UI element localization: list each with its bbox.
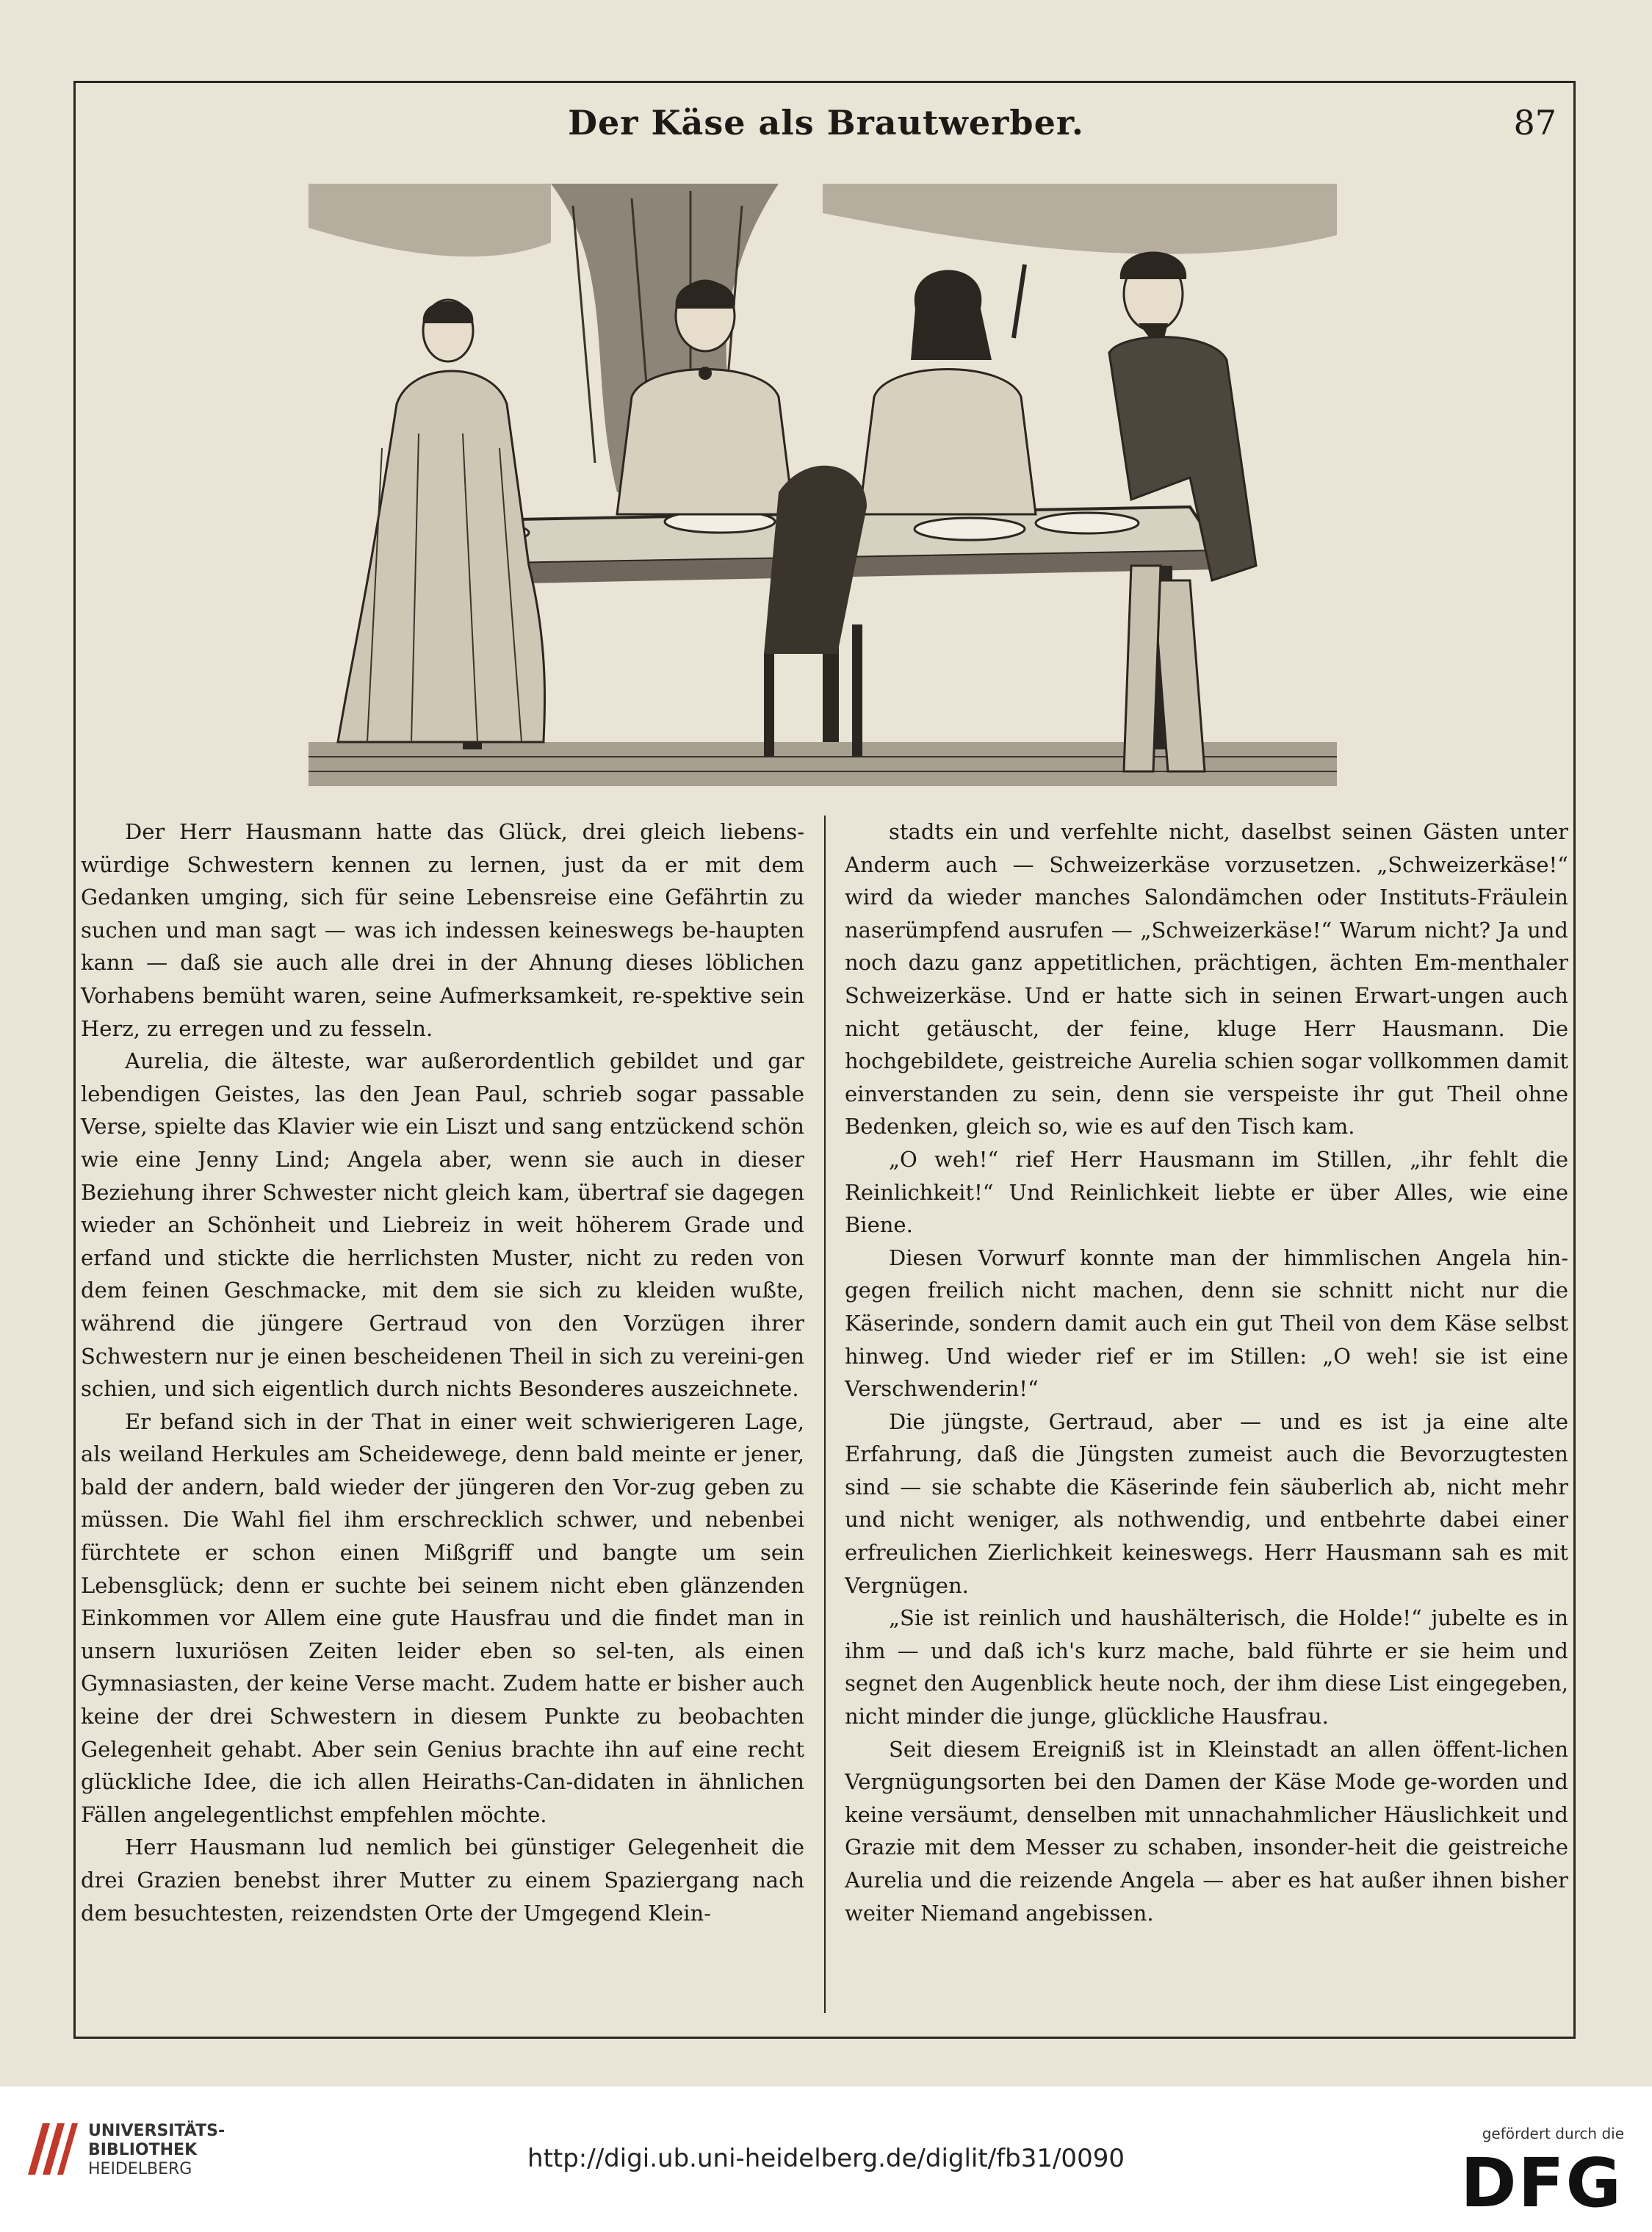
- paragraph: Diesen Vorwurf konnte man der himmlischen Angela hin-gegen freilich nicht machen, denn sie schnitt nicht nur die Käserinde, sondern damit auch ein gut Theil von dem Käse selbst hinweg. Und wieder rief er im Stillen: „O weh! sie ist eine Verschwenderin!“: [845, 1245, 1568, 1402]
- digitization-footer: [0, 2087, 1652, 2232]
- paragraph: Aurelia, die älteste, war außerordentlich gebildet und gar lebendigen Geistes, las den Jean Paul, schrieb sogar passable Verse, spielte das Klavier wie ein Liszt und sang entzückend schön wie eine Jenny Lind; Angela aber, wenn sie auch in dieser Beziehung ihrer Schwester nicht gleich kam, übertraf sie dagegen wieder an Schönheit und Liebreiz in weit höherem Grade und erfand und stickte die herrlichsten Muster, nicht zu reden von dem feinen Geschmacke, mit dem sie sich zu kleiden wußte, während die jüngere Gertraud von den Vorzügen ihrer Schwestern nur je einen bescheidenen Theil in sich zu vereini-gen schien, und sich eigentlich durch nichts Besonderes auszeichnete.: [81, 1048, 804, 1402]
- paragraph: Die jüngste, Gertraud, aber — und es ist ja eine alte Erfahrung, daß die Jüngsten zumeist auch die Bevorzugtesten sind — sie schabte die Käserinde fein säuberlich ab, nicht mehr und nicht weniger, als nothwendig, und entbehrte dabei einer erfreulichen Zierlichkeit keineswegs. Herr Hausmann sah es mit Vergnügen.: [845, 1408, 1568, 1598]
- plate: [915, 518, 1025, 540]
- university-line-1: UNIVERSITÄTS-: [88, 2122, 226, 2140]
- paragraph: Er befand sich in der That in einer weit schwierigeren Lage, als weiland Herkules am Scheidewege, denn bald meinte er jener, bald der andern, bald wieder der jüngeren den Vor-zug geben zu müssen. Die Wahl fiel ihm erschrecklich schwer, und nebenbei fürchtete er schon einen Mißgriff und bangte um sein Lebensglück; denn er suchte bei seinem nicht eben glänzenden Einkommen vor Allem eine gute Hausfrau und die findet man in unsern luxuriösen Zeiten leider eben so sel-ten, als einen Gymnasiasten, der keine Verse macht. Zudem hatte er bisher auch keine der drei Schwestern in diesem Punkte zu beobachten Gelegenheit gehabt. Aber sein Genius brachte ihn auf eine recht glückliche Idee, die ich allen Heiraths-Can-didaten in ähnlichen Fällen angelegentlichst empfehlen möchte.: [81, 1408, 804, 1827]
- university-line-3: HEIDELBERG: [88, 2160, 192, 2178]
- dinner-scene-image: [309, 184, 1337, 801]
- paragraph: „Sie ist reinlich und haushälterisch, die Holde!“ jubelte es in ihm — und daß ich's kurz mache, bald führte er sie heim und segnet den Augenblick heute noch, der ihm diese List eingegeben, nicht minder die junge, glückliche Hausfrau.: [845, 1605, 1568, 1729]
- paragraph: „O weh!“ rief Herr Hausmann im Stillen, „ihr fehlt die Reinlichkeit!“ Und Reinlichkeit liebte er über Alles, wie eine Biene.: [845, 1146, 1568, 1238]
- dfg-logo[interactable]: DFG: [1460, 2144, 1623, 2222]
- text-column-left: [81, 816, 804, 1929]
- text-column-right: [845, 816, 1568, 1929]
- paragraph: stadts ein und verfehlte nicht, daselbst seinen Gästen unter Anderm auch — Schweizerkäse vorzusetzen. „Schweizerkäse!“ wird da wieder manches Salondämchen oder Instituts-Fräulein naserümpfend ausrufen — „Schweizerkäse!“ Warum nicht? Ja und noch dazu ganz appetitlichen, prächtigen, ächten Em-menthaler Schweizerkäse. Und er hatte sich in seinen Erwart-ungen auch nicht getäuscht, der feine, kluge Herr Hausmann. Die hochgebildete, geistreiche Aurelia schien sogar vollkommen damit einverstanden zu sein, denn sie verspeiste ihr gut Theil ohne Bedenken, gleich so, wie es auf den Tisch kam.: [845, 819, 1568, 1140]
- funded-by-label: gefördert durch die: [1482, 2125, 1624, 2142]
- page-title: Der Käse als Brautwerber.: [568, 103, 1084, 143]
- woman-figure-aurelia: [338, 300, 545, 742]
- paragraph: Der Herr Hausmann hatte das Glück, drei gleich liebens-würdige Schwestern kennen zu lernen, just da er mit dem Gedanken umging, sich für seine Lebensreise eine Gefährtin zu suchen und man sagt — was ich indessen keineswegs be-haupten kann — daß sie auch alle drei in der Ahnung dieses löblichen Vorhabens bemüht waren, seine Aufmerksamkeit, re-spektive sein Herz, zu erregen und zu fesseln.: [81, 819, 804, 1041]
- engraving-illustration: [309, 184, 1337, 801]
- paragraph: Herr Hausmann lud nemlich bei günstiger Gelegenheit die drei Grazien benebst ihrer Mutter zu einem Spaziergang nach dem besuchtesten, reizendsten Orte der Umgegend Klein-: [81, 1835, 804, 1926]
- column-divider: [824, 816, 826, 2013]
- paragraph: Seit diesem Ereigniß ist in Kleinstadt an allen öffent-lichen Vergnügungsorten bei den Damen der Käse Mode ge-worden und keine versäumt, denselben mit unnachahmlicher Häuslichkeit und Grazie mit dem Messer zu schaben, insonder-heit die geistreiche Aurelia und die reizende Angela — aber es hat außer ihnen bisher weiter Niemand angebissen.: [845, 1736, 1568, 1926]
- coat-on-chair: [764, 466, 867, 654]
- plate: [1036, 513, 1139, 533]
- permalink-url[interactable]: http://digi.ub.uni-heidelberg.de/diglit/fb31/0090: [527, 2144, 1125, 2173]
- page-number: 87: [1513, 103, 1557, 143]
- woman-figure-gertraud: [859, 264, 1036, 514]
- university-line-2: BIBLIOTHEK: [88, 2141, 198, 2159]
